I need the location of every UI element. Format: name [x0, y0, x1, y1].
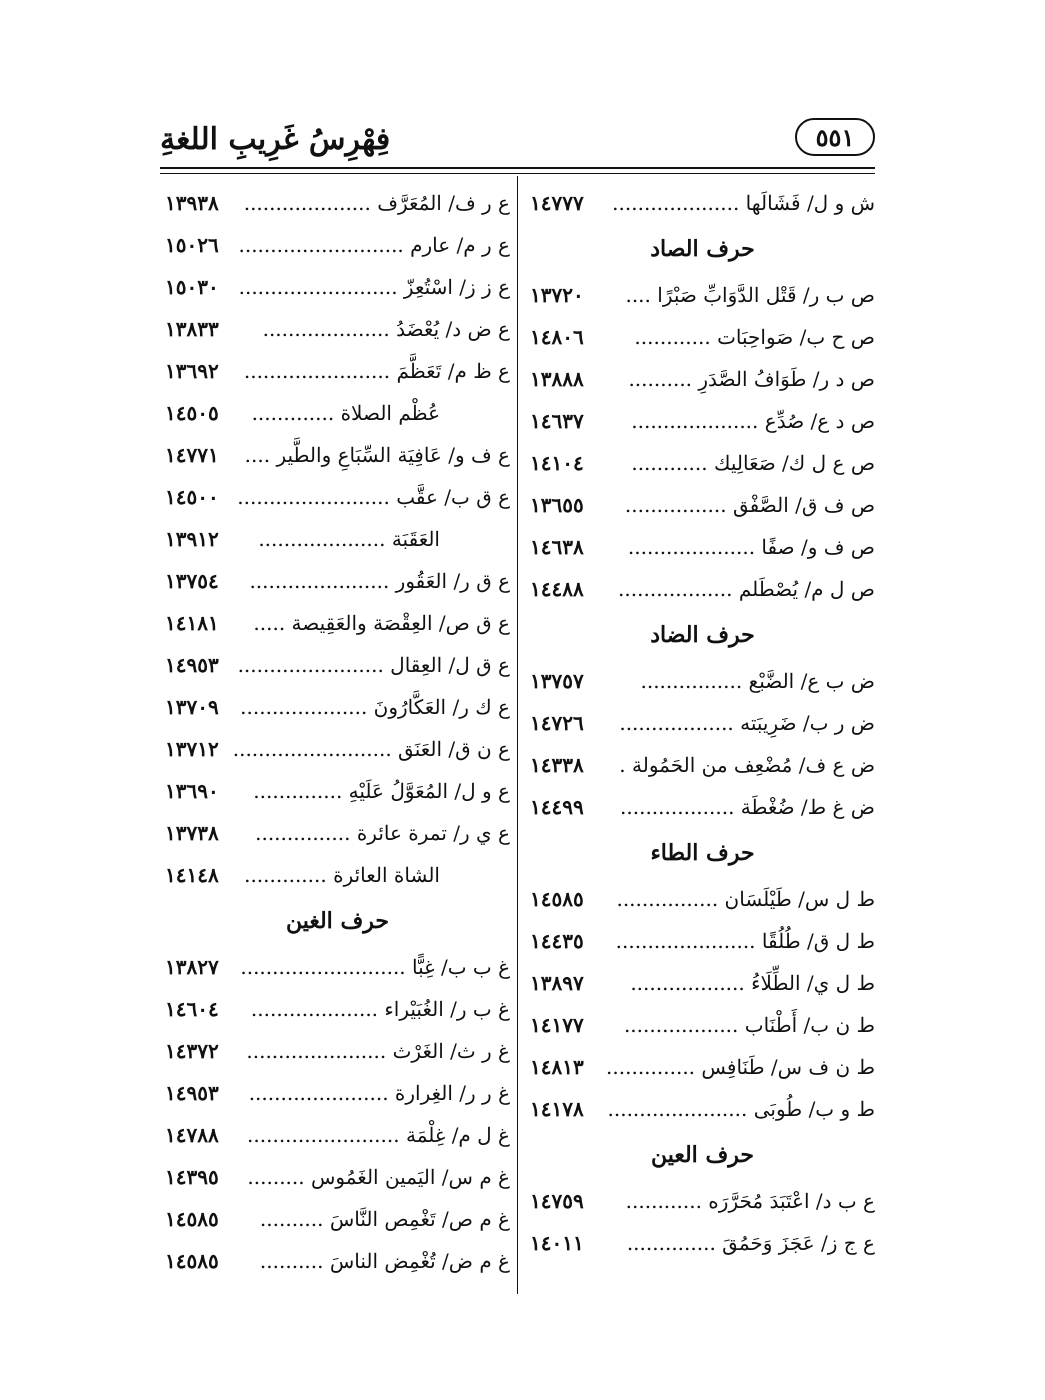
entry-number: ١٤١٧٨ [530, 1097, 584, 1121]
right-column [530, 182, 875, 1264]
entry-text: ص ف ق/ الصَّفْق ................ [624, 493, 875, 517]
entry-text: ع ر ف/ المُعَرَّف .................... [243, 191, 510, 215]
index-entry [165, 392, 510, 434]
entry-text: ع ق ل/ العِقال ....................... [237, 653, 510, 677]
index-entry [165, 266, 510, 308]
index-entry [530, 660, 875, 702]
entry-number: ١٣٩٣٨ [165, 191, 219, 215]
index-entry [530, 1046, 875, 1088]
entry-text: ع ق ب/ عقَّب ........................ [237, 485, 510, 509]
entry-number: ١٤١٤٨ [165, 863, 219, 887]
entry-number: ١٤٠١١ [530, 1231, 584, 1255]
entry-text: غ ل م/ غِلْمَة ........................ [247, 1123, 510, 1147]
entry-text: ع ز ز/ اسْتُعِزّ ......................... [238, 275, 510, 299]
index-entry [530, 1004, 875, 1046]
entry-number: ١٣٧١٢ [165, 737, 219, 761]
entry-text: ش و ل/ فَشَالَها .................... [612, 191, 875, 215]
entry-text: ط ن ف س/ طَنَافِس .............. [606, 1055, 875, 1079]
entry-text: ض ع ف/ مُضْعِف من الحَمُولة . [619, 753, 875, 777]
index-entry [530, 962, 875, 1004]
entry-text: ط ل ي/ الطِّلَاءُ .................. [630, 971, 875, 995]
entry-number: ١٣٧٥٤ [165, 569, 219, 593]
index-entry [165, 1240, 510, 1282]
page-header [160, 118, 875, 168]
index-entry [165, 1198, 510, 1240]
entry-number: ١٤٧٨٨ [165, 1123, 219, 1147]
entry-text: الشاة العائرة ............. [244, 863, 440, 887]
entry-text: ض ب ع/ الضَّبْع ................ [640, 669, 875, 693]
index-entry [165, 1072, 510, 1114]
header-rule-thin [160, 173, 875, 174]
section-heading: حرف الطاء [650, 840, 755, 866]
entry-number: ١٤٧٥٩ [530, 1189, 584, 1213]
entry-number: ١٥٠٢٦ [165, 233, 219, 257]
entry-number: ١٤٥٠٠ [165, 485, 219, 509]
index-entry [530, 920, 875, 962]
index-entry [530, 484, 875, 526]
index-entry [530, 786, 875, 828]
entry-number: ١٣٨٩٧ [530, 971, 584, 995]
entry-number: ١٣٧٠٩ [165, 695, 219, 719]
entry-text: عُظْم الصلاة ............. [251, 401, 440, 425]
index-entry [165, 350, 510, 392]
entry-text: ط ل ق/ طُلُقًا ...................... [615, 929, 875, 953]
entry-text: ص د ع/ صُدِّع .................... [631, 409, 875, 433]
entry-text: ض غ ط/ ضُغْطَة .................. [620, 795, 875, 819]
entry-number: ١٤١٨١ [165, 611, 219, 635]
entry-text: ع ظ م/ تَعَظَّمَ ....................... [243, 359, 510, 383]
page-title: فِهْرِسُ غَرِيبِ اللغةِ [160, 122, 391, 157]
section-heading: حرف العين [650, 1142, 755, 1168]
index-entry [165, 854, 510, 896]
entry-text: ط ن ب/ أَطْنَاب .................. [623, 1013, 875, 1037]
index-entry [530, 702, 875, 744]
index-entry [165, 224, 510, 266]
entry-number: ١٤٤٩٩ [530, 795, 584, 819]
entry-number: ١٤٨٠٦ [530, 325, 584, 349]
index-entry [165, 1114, 510, 1156]
index-entry [165, 770, 510, 812]
entry-number: ١٣٦٩٠ [165, 779, 219, 803]
entry-text: ع و ل/ المُعَوَّلُ عَلَيْهِ .............. [253, 779, 510, 803]
entry-text: ط و ب/ طُوبَى ...................... [607, 1097, 875, 1121]
entry-text: غ م ض/ تُغْمِض الناسَ .......... [259, 1249, 510, 1273]
entry-number: ١٤٧٢٦ [530, 711, 584, 735]
entry-number: ١٣٧٢٠ [530, 283, 584, 307]
index-entry [530, 442, 875, 484]
entry-text: ص ع ل ك/ صَعَالِيك ............ [631, 451, 875, 475]
entry-number: ١٤٣٣٨ [530, 753, 584, 777]
entry-number: ١٤٥٨٥ [165, 1249, 219, 1273]
index-entry [165, 988, 510, 1030]
entry-text: ص د ر/ طَوَافُ الصَّدَرِ .......... [628, 367, 875, 391]
index-entry [530, 274, 875, 316]
entry-number: ١٤٥٨٥ [165, 1207, 219, 1231]
entry-text: غ ر ث/ الغَرْث ...................... [246, 1039, 510, 1063]
index-entry [165, 644, 510, 686]
index-entry [165, 946, 510, 988]
entry-text: غ م س/ اليَمين الغَمُوس ......... [247, 1165, 510, 1189]
entry-text: غ م ص/ تَغْمِص النَّاسَ .......... [259, 1207, 510, 1231]
index-entry [165, 476, 510, 518]
entry-text: غ ب ب/ غِبًّا .......................... [240, 955, 510, 979]
entry-text: العَقَبَة .................... [258, 527, 440, 551]
entry-number: ١٣٨٨٨ [530, 367, 584, 391]
entry-text: ع ي ر/ تمرة عائرة ............... [255, 821, 510, 845]
entry-number: ١٣٦٥٥ [530, 493, 584, 517]
index-entry [530, 1222, 875, 1264]
index-entry [165, 182, 510, 224]
index-entry [530, 568, 875, 610]
entry-number: ١٣٨٣٣ [165, 317, 219, 341]
index-entry [530, 182, 875, 224]
index-entry [165, 308, 510, 350]
page-number-badge: ٥٥١ [795, 118, 875, 156]
entry-text: ط ل س/ طَيْلَسَان ................ [616, 887, 875, 911]
index-entry [165, 602, 510, 644]
entry-number: ١٤٨١٣ [530, 1055, 584, 1079]
index-entry [530, 400, 875, 442]
entry-number: ١٣٩١٢ [165, 527, 219, 551]
entry-number: ١٤٩٥٣ [165, 653, 219, 677]
entry-text: غ ر ر/ الغِرارة ...................... [248, 1081, 510, 1105]
entry-number: ١٣٨٢٧ [165, 955, 219, 979]
section-heading: حرف الضاد [650, 622, 755, 648]
index-entry [530, 1088, 875, 1130]
column-divider [517, 176, 518, 1294]
header-rule-thick [160, 167, 875, 169]
index-entry [165, 1030, 510, 1072]
entry-text: ع ق ص/ العِقْصَة والعَقِيصة ..... [253, 611, 510, 635]
entry-text: ع ب د/ اعْتَبَدَ مُحَرَّرَه ............ [625, 1189, 875, 1213]
entry-text: ص ف و/ صفًا .................... [627, 535, 875, 559]
index-entry [165, 560, 510, 602]
entry-text: ع ك ر/ العَكَّارُونَ .................... [240, 695, 510, 719]
entry-text: ص ح ب/ صَواحِبَات ............ [634, 325, 875, 349]
entry-text: ع ض د/ يُعْضَدُ .................... [262, 317, 510, 341]
index-entry [530, 744, 875, 786]
index-entry [165, 434, 510, 476]
entry-number: ١٣٧٥٧ [530, 669, 584, 693]
entry-number: ١٤٤٨٨ [530, 577, 584, 601]
index-entry [530, 526, 875, 568]
section-heading: حرف الصاد [650, 236, 755, 262]
entry-number: ١٤٥٨٥ [530, 887, 584, 911]
entry-text: ع ق ر/ العَقُور ...................... [249, 569, 510, 593]
entry-number: ١٤٧٧١ [165, 443, 219, 467]
entry-number: ١٤٦٠٤ [165, 997, 219, 1021]
entry-number: ١٤٦٣٧ [530, 409, 584, 433]
entry-text: ض ر ب/ ضَرِيبَته .................. [619, 711, 875, 735]
index-entry [165, 686, 510, 728]
index-entry [165, 812, 510, 854]
entry-text: ص ب ر/ قَتْل الدَّوَابِّ صَبْرًا .... [625, 283, 875, 307]
entry-number: ١٣٧٣٨ [165, 821, 219, 845]
entry-number: ١٤٣٩٥ [165, 1165, 219, 1189]
entry-number: ١٤١٠٤ [530, 451, 584, 475]
index-entry [530, 358, 875, 400]
index-entry [530, 878, 875, 920]
index-entry [530, 1180, 875, 1222]
entry-number: ١٤٣٧٢ [165, 1039, 219, 1063]
entry-number: ١٤١٧٧ [530, 1013, 584, 1037]
entry-number: ١٤٥٠٥ [165, 401, 219, 425]
index-entry [165, 518, 510, 560]
entry-number: ١٣٦٩٢ [165, 359, 219, 383]
entry-number: ١٤٦٣٨ [530, 535, 584, 559]
entry-text: ع ف و/ عَافِيَة السِّبَاعِ والطَّير .... [244, 443, 510, 467]
entry-text: ع ج ز/ عَجَزَ وَحَمُقَ .............. [626, 1231, 875, 1255]
index-entry [530, 316, 875, 358]
left-column [165, 182, 510, 1282]
entry-number: ١٤٧٧٧ [530, 191, 584, 215]
index-entry [165, 728, 510, 770]
entry-text: ع ن ق/ العَنَق ......................... [232, 737, 510, 761]
entry-text: ع ر م/ عارم .......................... [238, 233, 510, 257]
entry-number: ١٥٠٣٠ [165, 275, 219, 299]
index-entry [165, 1156, 510, 1198]
entry-number: ١٤٤٣٥ [530, 929, 584, 953]
entry-text: غ ب ر/ الغُبَيْراء .................... [250, 997, 510, 1021]
entry-number: ١٤٩٥٣ [165, 1081, 219, 1105]
section-heading: حرف الغين [285, 908, 390, 934]
entry-text: ص ل م/ يُصْطَلم .................. [618, 577, 875, 601]
